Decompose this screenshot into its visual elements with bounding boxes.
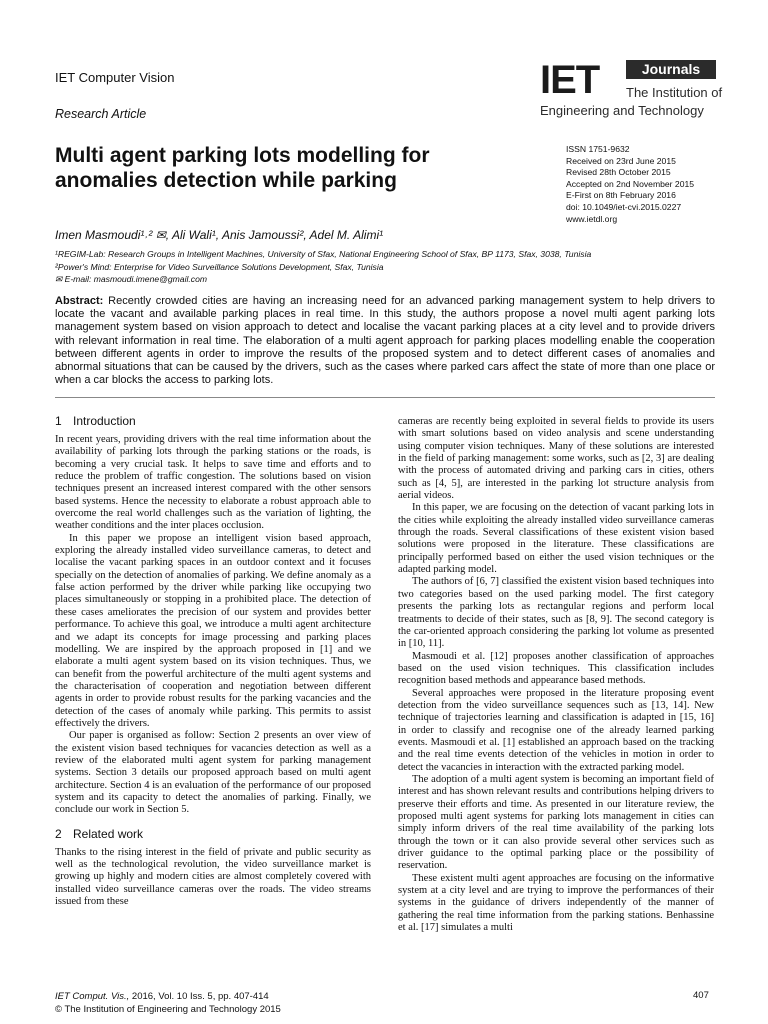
affiliations <box>55 248 715 286</box>
paragraph: In this paper, we are focusing on the detection of vacant parking lots in the cities while exploiting the already installed video surveillance cameras through the roads. Several classifications of these existent vision based solutions were proposed in the literature. These classifications are principally performed based on either the used vision techniques or the adapted parking model. <box>398 502 714 576</box>
logo-mark: IET <box>540 58 600 102</box>
paragraph: These existent multi agent approaches are focusing on the informative system at a city level and are trying to improve the performances of their systems in the guidance of drivers independently of the manner of gathering the real time information from the parking stations. Benhassine et al. [17] simulates a multi <box>398 872 714 934</box>
paper-title: Multi agent parking lots modelling for anomalies detection while parking <box>55 144 430 192</box>
divider <box>55 397 715 398</box>
contact-email[interactable]: ✉ E-mail: masmoudi.imene@gmail.com <box>55 274 208 284</box>
article-metadata <box>566 144 736 225</box>
journal-citation: IET Comput. Vis., <box>55 991 130 1002</box>
affiliation-1: ¹REGIM-Lab: Research Groups in Intelligent Machines, University of Sfax, National Engineering School of Sfax, BP 1173, Sfax, 3038, Tunisia <box>55 249 592 259</box>
paragraph: Our paper is organised as follow: Section 2 presents an over view of the existent vision based techniques for vacancies detection as well as a review of the elaborated multi agent system for parking management systems. Section 3 details our proposed approach based on multi agent architecture. Section 4 is an evaluation of the performance of our proposed system and its capacity to detect the anomalies of parking. Finally, we conclude our work in Section 5. <box>55 730 371 816</box>
revised-date: Revised 28th October 2015 <box>566 167 671 178</box>
section-title: Introduction <box>73 414 136 428</box>
section-heading-related-work <box>55 827 371 847</box>
copyright: © The Institution of Engineering and Technology 2015 <box>55 1004 281 1015</box>
paragraph: In this paper we propose an intelligent vision based approach, exploring the already installed video surveillance cameras, to detect and localise the vacant parking spaces in an outdoor context and it focuses specially on the detection of anomalies of parking. We define anomaly as a false action performed by the driver while parking like occupying two places simultaneously or stopping in a prohibited place. The detection of these cases ameliorates the precision of our system and provides better performance. To achieve this goal, we introduce a multi agent architecture and we adapt its concepts for image processing and parking places modelling. We are inspired by the approach proposed in [1] and we elaborate a multi agent system based on its vision techniques. Thus, we can benefit from the powerful architecture of the multi agent systems and the characterisation of cooperation and negotiation between different agents in order to provide robust results for the parking vacancies and the detection of the cases of anomaly while parking. This permits to assist effectively the drivers. <box>55 532 371 729</box>
page-number: 407 <box>693 990 709 1001</box>
paragraph: In recent years, providing drivers with the real time information about the availability of parking lots through the parking stations or the roads, is becoming a very crucial task. It helps to save time and efforts and to reduce the problem of traffic congestion. The solutions based on vision techniques present an increased interest compared with the other sensors based systems. Hence the necessity to elaborate a robust approach able to overcome the real world challenges such as the variation of lighting, the weather conditions and the inter places occlusion. <box>55 434 371 532</box>
received-date: Received on 23rd June 2015 <box>566 155 676 166</box>
section-number: 1 <box>55 414 62 428</box>
abstract-label: Abstract: <box>55 295 104 307</box>
abstract-text: Recently crowded cities are having an increasing need for an advanced parking management system to help drivers to locate the vacant and available parking places in real time. In this study, the authors propose a novel multi agent parking lots management system based on vision approach to detect and localise the vacant parking places at a city level and to provide drivers with relevant information in real time. The elaboration of a multi agent approach for parking places modelling enable the cooperation between different agents in order to improve the results of the proposed system and to detect different cases of anomalies and abnormal situations that can be caused by the drivers, such as the cases where parked cars affect the state of more than one place or when a car blocks the access to parking lots. <box>55 295 715 387</box>
website-link[interactable]: www.ietdl.org <box>566 213 618 224</box>
paragraph: cameras are recently being exploited in several fields to provide its users with smart solutions based on video analysis and scene understanding using computer vision techniques. Many of these solutions are interested in the field of parking management: some works, such as [2, 3] are dealing with the process of automated driving and parking cars in cities, others such as [4, 5], are interested in the parking lot structure analysis from aerial videos. <box>398 416 714 502</box>
left-column <box>55 414 371 908</box>
article-type: Research Article <box>55 107 147 121</box>
affiliation-2: ²Power's Mind: Enterprise for Video Surveillance Solutions Development, Sfax, Tunisia <box>55 261 384 272</box>
author-list: Imen Masmoudi¹˒² ✉, Ali Wali¹, Anis Jamoussi², Adel M. Alimi¹ <box>55 228 384 242</box>
section-heading-introduction <box>55 414 371 434</box>
doi-link[interactable]: doi: 10.1049/iet-cvi.2015.0227 <box>566 201 682 212</box>
paragraph: Masmoudi et al. [12] proposes another classification of approaches based on the used vision techniques. This classification includes recognition based methods and appearance based methods. <box>398 650 714 687</box>
paragraph: Thanks to the rising interest in the field of private and public security as well as the technological revolution, the video surveillance market is growing up highly and modern cities are almost completely covered with installed video surveillance cameras over the roads. The video streams issued from these <box>55 846 371 908</box>
section-title: Related work <box>73 826 144 841</box>
section-number: 2 <box>55 826 62 841</box>
iet-journals-logo <box>540 58 723 122</box>
journal-name: IET Computer Vision <box>55 70 175 85</box>
efirst-date: E-First on 8th February 2016 <box>566 190 676 201</box>
paragraph: The adoption of a multi agent system is becoming an important field of interest and has shown relevant results and contributions helping drivers to preserve their efforts and time. As presented in our literature review, the proposed multi agent systems for parking lots management in cities can simply inform drivers of the real time availability of the parking lots through the town or it can also provide several other services such as driver guidance to the optimal parking place or the possibility of reservation. <box>398 773 714 872</box>
paragraph: The authors of [6, 7] classified the existent vision based techniques into two categories based on the used parking model. The first category presents the parking lots as rectangular regions and perform local treatments to decide of their states, such as [8, 9]. The second category is the car-oriented approach considering the parking lot volume as presented in [10, 11]. <box>398 576 714 650</box>
volume-info: 2016, Vol. 10 Iss. 5, pp. 407-414 <box>129 991 269 1002</box>
citation-line <box>55 990 281 1003</box>
logo-line-2: Engineering and Technology <box>540 103 704 118</box>
logo-badge: Journals <box>626 60 716 79</box>
accepted-date: Accepted on 2nd November 2015 <box>566 178 695 189</box>
issn: ISSN 1751-9632 <box>566 144 630 154</box>
right-column <box>398 416 714 934</box>
abstract <box>55 295 715 387</box>
logo-line-1: The Institution of <box>626 85 723 100</box>
page-footer <box>55 990 281 1016</box>
paragraph: Several approaches were proposed in the literature proposing event detection from the video surveillance sequences such as [13, 14]. New technique of trajectories learning and classification is adapted in [15, 16] in order to classify and recognise one of the already learned parking events. Masmoudi et al. [1] established an approach based on the tracking and the real time events detection of the vehicles in motion in order to detect the vacancies in interaction with the extracted parking model. <box>398 687 714 773</box>
